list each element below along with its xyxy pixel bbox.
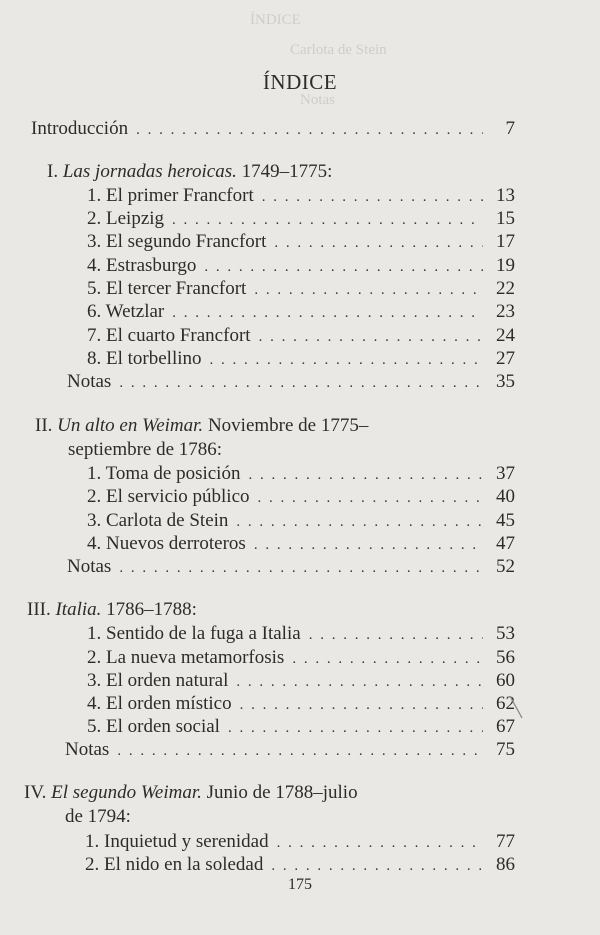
toc-entry-label: 8. El torbellino (87, 348, 202, 369)
toc-entry-label: 4. Estrasburgo (87, 255, 197, 276)
toc-entry-label: 1. Inquietud y serenidad (85, 831, 269, 852)
dot-leader (262, 185, 483, 209)
toc-entry-introduction[interactable] (31, 117, 515, 142)
section-title: El segundo Weimar. (51, 782, 202, 803)
toc-page-number: 37 (496, 463, 515, 484)
dot-leader (172, 301, 483, 325)
section-heading-4-cont: de 1794: (65, 806, 131, 827)
toc-entry[interactable] (85, 853, 515, 878)
section-heading-2-cont: septiembre de 1786: (68, 439, 223, 460)
section-numeral: III. (27, 599, 51, 620)
section-title: Italia. (55, 599, 102, 620)
toc-entry-label: Introducción (31, 118, 129, 139)
toc-entry-label: 2. El nido en la soledad (85, 854, 264, 875)
section-heading-2[interactable] (35, 414, 368, 438)
toc-page-number: 19 (496, 255, 515, 276)
dot-leader (254, 533, 483, 557)
toc-entry-label: 1. Toma de posición (87, 463, 241, 484)
toc-entry-label: 6. Wetzlar (87, 301, 165, 322)
toc-page-number: 17 (496, 231, 515, 252)
toc-entry[interactable] (87, 509, 515, 534)
toc-entry-notes[interactable] (65, 738, 515, 763)
dot-leader (117, 739, 483, 763)
section-title: Las jornadas heroicas. (62, 161, 237, 182)
toc-entry-label: 3. Carlota de Stein (87, 510, 229, 531)
toc-entry[interactable] (87, 692, 515, 717)
dot-leader (119, 556, 483, 580)
toc-entry-label: 1. El primer Francfort (87, 185, 254, 206)
toc-entry[interactable] (85, 830, 515, 855)
dot-leader (254, 278, 483, 302)
section-heading-3[interactable] (27, 598, 197, 622)
toc-entry[interactable] (87, 300, 515, 325)
page-title: ÍNDICE (262, 70, 338, 94)
toc-entry[interactable] (87, 622, 515, 647)
section-heading-4[interactable] (24, 781, 358, 805)
toc-entry-label: 2. El servicio público (87, 486, 250, 507)
dot-leader (271, 854, 483, 878)
dot-leader (228, 716, 483, 740)
toc-entry-label: 4. El orden místico (87, 693, 232, 714)
toc-page-number: 45 (496, 510, 515, 531)
page-number-footer: 175 (288, 876, 312, 893)
toc-page-number: 27 (496, 348, 515, 369)
toc-entry[interactable] (87, 485, 515, 510)
toc-page-number: 53 (496, 623, 515, 644)
toc-page-number: 15 (496, 208, 515, 229)
toc-entry[interactable] (87, 347, 515, 372)
section-dates: 1749–1775: (236, 161, 333, 182)
toc-page-number: 47 (496, 533, 515, 554)
dot-leader (204, 255, 483, 279)
toc-entry-label: 7. El cuarto Francfort (87, 325, 251, 346)
toc-page-number: 35 (496, 371, 515, 392)
dot-leader (172, 208, 483, 232)
dot-leader (292, 647, 483, 671)
toc-entry[interactable] (87, 462, 515, 487)
section-dates: 1786–1788: (101, 599, 197, 620)
section-numeral: IV. (24, 782, 47, 803)
toc-page-number: 24 (496, 325, 515, 346)
toc-entry-label: 2. Leipzig (87, 208, 165, 229)
toc-entry-label: Notas (65, 739, 110, 760)
toc-entry[interactable] (87, 184, 515, 209)
toc-entry-label: 2. La nueva metamorfosis (87, 647, 285, 668)
toc-entry[interactable] (87, 207, 515, 232)
toc-entry-label: 4. Nuevos derroteros (87, 533, 246, 554)
toc-page-number: 7 (505, 118, 515, 139)
toc-page-number: 56 (496, 647, 515, 668)
section-dates: Noviembre de 1775– (203, 415, 369, 436)
toc-page-number: 62 (496, 693, 515, 714)
dot-leader (274, 231, 483, 255)
section-heading-1[interactable] (47, 160, 332, 184)
bleed-through-text: ÍNDICE (250, 12, 301, 28)
pencil-check-mark (508, 692, 528, 722)
toc-entry-label: Notas (67, 556, 112, 577)
toc-entry[interactable] (87, 230, 515, 255)
dot-leader (258, 486, 483, 510)
dot-leader (236, 510, 483, 534)
dot-leader (236, 670, 483, 694)
toc-page-number: 60 (496, 670, 515, 691)
dot-leader (210, 348, 483, 372)
section-numeral: I. (47, 161, 59, 182)
toc-entry-label: 1. Sentido de la fuga a Italia (87, 623, 301, 644)
dot-leader (240, 693, 483, 717)
toc-entry[interactable] (87, 324, 515, 349)
toc-page-number: 22 (496, 278, 515, 299)
toc-page-number: 75 (496, 739, 515, 760)
toc-entry-notes[interactable] (67, 555, 515, 580)
dot-leader (259, 325, 483, 349)
section-numeral: II. (35, 415, 53, 436)
toc-page-number: 77 (496, 831, 515, 852)
toc-entry-label: 5. El tercer Francfort (87, 278, 247, 299)
toc-entry-label: 3. El segundo Francfort (87, 231, 267, 252)
dot-leader (277, 831, 483, 855)
toc-entry[interactable] (87, 254, 515, 279)
toc-entry[interactable] (87, 715, 515, 740)
dot-leader (136, 118, 483, 142)
bleed-through-text: Notas (300, 92, 335, 108)
section-dates: Junio de 1788–julio (201, 782, 358, 803)
toc-entry[interactable] (87, 646, 515, 671)
bleed-through-text: Carlota de Stein (290, 42, 387, 58)
dot-leader (248, 463, 483, 487)
toc-entry[interactable] (87, 277, 515, 302)
toc-entry-label: Notas (67, 371, 112, 392)
toc-page-number: 23 (496, 301, 515, 322)
toc-entry-notes[interactable] (67, 370, 515, 395)
toc-page-number: 67 (496, 716, 515, 737)
toc-entry-label: 3. El orden natural (87, 670, 229, 691)
toc-entry[interactable] (87, 669, 515, 694)
toc-page-number: 40 (496, 486, 515, 507)
toc-page-number: 13 (496, 185, 515, 206)
dot-leader (309, 623, 483, 647)
toc-entry-label: 5. El orden social (87, 716, 220, 737)
section-title: Un alto en Weimar. (57, 415, 204, 436)
toc-page-number: 52 (496, 556, 515, 577)
toc-page-number: 86 (496, 854, 515, 875)
toc-entry[interactable] (87, 532, 515, 557)
dot-leader (119, 371, 483, 395)
